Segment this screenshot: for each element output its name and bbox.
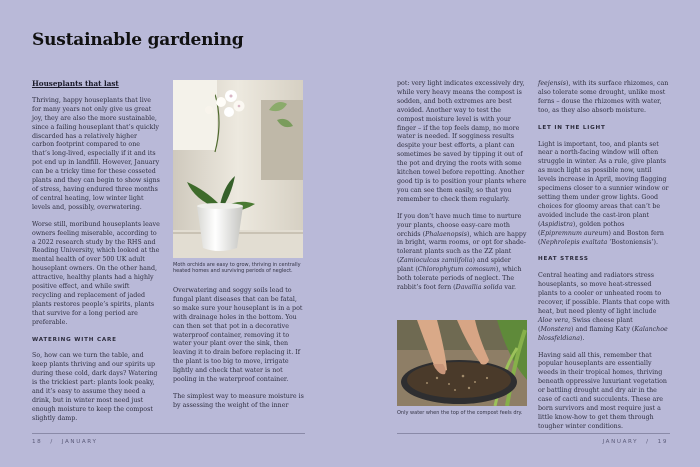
paragraph: pot: very light indicates excessively dry, while very heavy means the compost is sodden, and both extremes are best avoided. Another way to test the compost moisture level is with your finger – if the top feels damp, no more water is needed. If sogginess results despite your best efforts, a plant can sometimes be saved by tipping it out of the pot and drying the roots with some kitchen towel before repotting. Another good tip is to position your plants where you can see them easily, so that you remember to check them regularly. bbox=[397, 80, 527, 203]
footer-rule bbox=[397, 433, 670, 434]
folio-month: JANUARY bbox=[602, 439, 639, 445]
folio-separator: / bbox=[50, 439, 54, 445]
section-heading-light: LET IN THE LIGHT bbox=[538, 124, 606, 131]
paragraph: The simplest way to measure moisture is by assessing the weight of the inner bbox=[173, 392, 304, 409]
paragraph: Light is important, too, and plants set near a north-facing window will often struggle in winter. As a rule, give plants as much light as possible now, until levels increase in April, moving flagging specimens closer to a sunnier window or setting them under grow lights. Good choices for gloomy areas that can’t be avoided include the cast-iron plant (Aspidistra), golden pothos (Epipremnum aureum) and Boston fern (Nephrolepis exaltata ‘Bostoniensis’). bbox=[538, 140, 669, 246]
footer-rule bbox=[32, 433, 305, 434]
orchid-photo bbox=[173, 80, 303, 258]
page-title: Sustainable gardening bbox=[32, 30, 244, 50]
compost-illustration bbox=[397, 320, 527, 406]
orchid-illustration bbox=[173, 80, 303, 258]
paragraph: Central heating and radiators stress houseplants, so move heat-stressed plants to a cooler or unheated room to recover, if possible. Plants that cope with heat, but need plenty of light include Aloe vera, Swiss cheese plant (Monstera) and flaming Katy (Kalanchoe blossfeldiana). bbox=[538, 272, 670, 342]
folio-right bbox=[599, 439, 668, 445]
folio-left bbox=[32, 439, 101, 445]
right-page bbox=[350, 0, 700, 467]
right-column-1 bbox=[397, 80, 527, 293]
folio-separator: / bbox=[646, 439, 650, 445]
left-column-2 bbox=[173, 287, 305, 411]
paragraph: Having said all this, remember that popular houseplants are essentially weeds in their tropical homes, thriving beneath oppressive luxuriant vegetation or battling drought and dry air in the case of cacti and succulents. These are born survivors and most require just a little know-how to get them through tougher winter conditions. bbox=[538, 351, 667, 430]
article-subtitle: Houseplants that last bbox=[32, 79, 119, 88]
folio-month: JANUARY bbox=[61, 439, 98, 445]
page-number: 19 bbox=[657, 439, 668, 445]
paragraph: feejensis), with its surface rhizomes, can also tolerate some drought, unlike most ferns – douse the rhizomes with water, too, as they also absorb moisture. bbox=[538, 80, 669, 114]
paragraph: Thriving, happy houseplants that live for many years not only give us great joy, they are also the more sustainable, since a failing houseplant that’s quickly discarded has a relatively higher carbon footprint compared to one that’s long-lived, especially if it and its pot end up in landfill. However, January can be a tricky time for these cosseted plants and they can begin to show signs of stress, having endured three months of central heating, low winter light levels and, possibly, overwatering. bbox=[32, 96, 160, 211]
paragraph: So, how can we turn the table, and keep plants thriving and our spirits up during these cold, dark days? Watering is the trickiest part: plants look peaky, and it’s easy to assume they need a drink, but in winter most need just enough moisture to keep the compost slightly damp. bbox=[32, 352, 158, 422]
left-column-1 bbox=[32, 80, 160, 424]
paragraph: If you don’t have much time to nurture your plants, choose easy-care moth orchids (Phalaenopsis), which are happy in bright, warm rooms, or opt for shade-tolerant plants such as the ZZ plant (Zamioculcas zamiifolia) and spider plant (Chlorophytum comosum), which both tolerate periods of neglect. The rabbit’s foot fern (Davallia solida var. bbox=[397, 212, 527, 291]
paragraph: Worse still, moribund houseplants leave owners feeling miserable, according to a 2022 research study by the RHS and Reading University, which looked at the mental health of over 500 UK adult houseplant owners. On the other hand, attractive, healthy plants had a highly positive effect, and while swift recycling and replacement of jaded plants restores people’s spirits, plants that survive for a long period are preferable. bbox=[32, 220, 160, 326]
section-heading-watering: WATERING WITH CARE bbox=[32, 336, 117, 343]
page-number: 18 bbox=[32, 439, 43, 445]
section-heading-heat: HEAT STRESS bbox=[538, 256, 589, 263]
paragraph: Overwatering and soggy soils lead to fungal plant diseases that can be fatal, so make sure your houseplant is in a pot with drainage holes in the bottom. You can then set that pot in a decorative waterproof container, removing it to water your plant over the sink, then leaving it to drain before replacing it. If the plant is too big to move, irrigate lightly and check that water is not pooling in the waterproof container. bbox=[173, 287, 303, 384]
compost-caption: Only water when the top of the compost feels dry. bbox=[397, 410, 523, 416]
right-column-2 bbox=[538, 80, 670, 432]
compost-photo bbox=[397, 320, 527, 406]
orchid-caption: Moth orchids are easy to grow, thriving in centrally heated homes and surviving periods of neglect. bbox=[173, 262, 301, 275]
